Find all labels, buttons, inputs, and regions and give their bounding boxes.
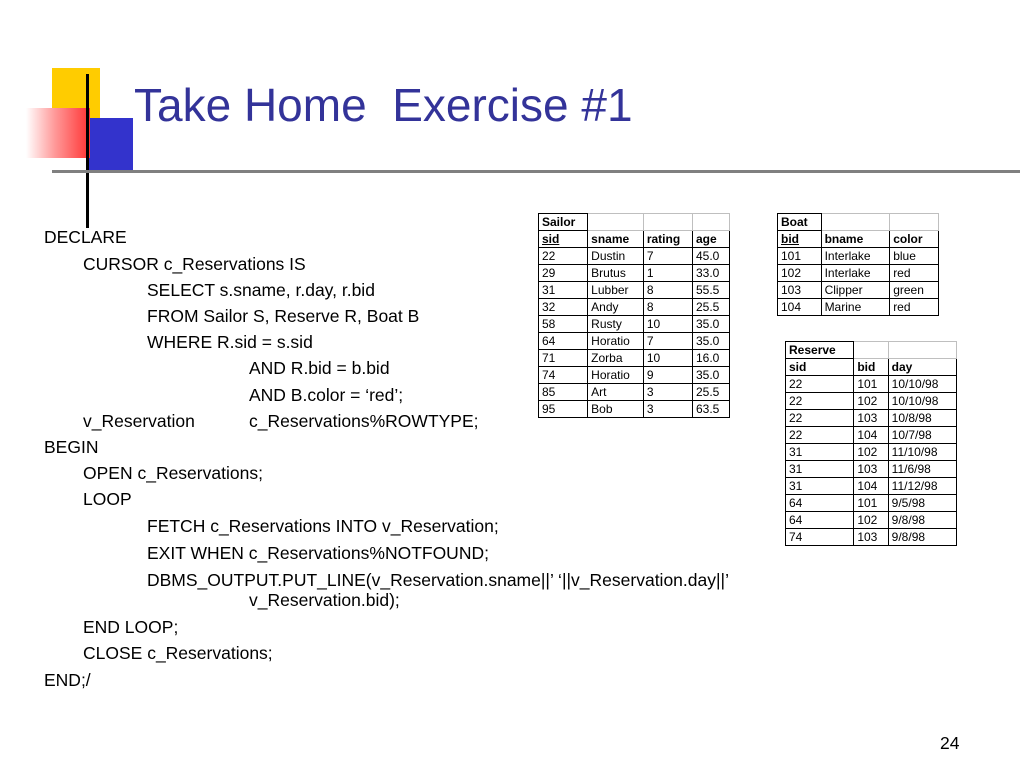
table-cell: Interlake [821,248,890,265]
table-cell: 35.0 [692,333,729,350]
table-row [786,393,957,410]
table-cell: 55.5 [692,282,729,299]
table-cell: 3 [643,384,692,401]
table-cell: 74 [786,529,854,546]
table-row [786,376,957,393]
table-cell: 25.5 [692,384,729,401]
table-cell: 9/8/98 [888,512,956,529]
table-cell: 11/10/98 [888,444,956,461]
table-cell: blue [890,248,939,265]
code-line: DBMS_OUTPUT.PUT_LINE(v_Reservation.sname||’ ‘||v_Reservation.day||’ [147,570,729,590]
code-line: OPEN c_Reservations; [83,463,263,483]
table-row [786,512,957,529]
column-header: day [888,359,956,376]
table-row [786,495,957,512]
table-cell: 31 [786,478,854,495]
table-cell: 103 [854,461,888,478]
table-row [778,299,939,316]
code-line: BEGIN [44,437,99,457]
table-row [778,282,939,299]
table-cell: 10/10/98 [888,376,956,393]
table-cell: Horatio [588,367,644,384]
table-cell: 71 [539,350,588,367]
table-cell: 16.0 [692,350,729,367]
title-underline-rule [52,170,1020,173]
table-cell: 10 [643,350,692,367]
table-cell: 104 [854,478,888,495]
table-cell: 10 [643,316,692,333]
table-cell: 95 [539,401,588,418]
table-cell: Horatio [588,333,644,350]
table-cell: Interlake [821,265,890,282]
table-cell: 63.5 [692,401,729,418]
code-line: v_Reservation.bid); [249,590,400,610]
table-cell: 22 [539,248,588,265]
code-line: DECLARE [44,227,127,247]
reserve-table [785,341,957,546]
table-cell: 11/12/98 [888,478,956,495]
code-line: SELECT s.sname, r.day, r.bid [147,280,375,300]
code-line: v_Reservation [83,411,195,431]
table-row [539,265,730,282]
table-row [539,299,730,316]
table-cell: Rusty [588,316,644,333]
table-cell: Bob [588,401,644,418]
table-cell: 104 [778,299,822,316]
table-caption: Reserve [786,342,854,359]
code-line: FROM Sailor S, Reserve R, Boat B [147,306,420,326]
table-row [539,350,730,367]
boat-table [777,213,939,316]
code-line: CLOSE c_Reservations; [83,643,273,663]
table-cell: 102 [854,444,888,461]
column-header: rating [643,231,692,248]
code-line: AND B.color = ‘red’; [249,385,404,405]
table-cell: Andy [588,299,644,316]
table-caption: Sailor [539,214,588,231]
table-row [539,316,730,333]
table-cell: Marine [821,299,890,316]
table-cell: Lubber [588,282,644,299]
table-cell: 35.0 [692,367,729,384]
table-cell: 104 [854,427,888,444]
code-line: c_Reservations%ROWTYPE; [249,411,479,431]
table-cell: 22 [786,427,854,444]
table-cell: 101 [854,495,888,512]
code-line: LOOP [83,489,132,509]
slide-title: Take Home Exercise #1 [134,79,633,131]
table-cell: red [890,299,939,316]
table-row [539,248,730,265]
table-cell: 10/7/98 [888,427,956,444]
table-cell: 103 [778,282,822,299]
table-cell: 102 [854,393,888,410]
column-header: bid [854,359,888,376]
sailor-table [538,213,730,418]
table-row [786,410,957,427]
table-cell: red [890,265,939,282]
table-cell: 35.0 [692,316,729,333]
table-caption: Boat [778,214,822,231]
table-cell: 10/8/98 [888,410,956,427]
column-header: age [692,231,729,248]
decor-blue-square [88,118,133,170]
table-cell: 102 [778,265,822,282]
code-line: FETCH c_Reservations INTO v_Reservation; [147,516,499,536]
table-row [539,401,730,418]
table-cell: 64 [786,495,854,512]
table-cell: 10/10/98 [888,393,956,410]
table-cell: 9 [643,367,692,384]
table-cell: 74 [539,367,588,384]
table-cell: 22 [786,376,854,393]
table-cell: 101 [778,248,822,265]
table-cell: Dustin [588,248,644,265]
table-cell: Clipper [821,282,890,299]
column-header: sid [539,231,588,248]
table-row [786,478,957,495]
table-cell: green [890,282,939,299]
table-cell: 8 [643,282,692,299]
table-cell: 29 [539,265,588,282]
column-header: bname [821,231,890,248]
table-cell: 103 [854,410,888,427]
table-row [539,333,730,350]
table-cell: 85 [539,384,588,401]
table-cell: 31 [786,461,854,478]
table-cell: 101 [854,376,888,393]
code-line: CURSOR c_Reservations IS [83,254,306,274]
table-cell: 32 [539,299,588,316]
code-line: AND R.bid = b.bid [249,358,390,378]
table-row [539,282,730,299]
table-cell: 58 [539,316,588,333]
table-cell: Brutus [588,265,644,282]
table-cell: 45.0 [692,248,729,265]
table-cell: 3 [643,401,692,418]
column-header: sname [588,231,644,248]
table-row [786,461,957,478]
table-cell: 1 [643,265,692,282]
table-cell: 11/6/98 [888,461,956,478]
code-line: EXIT WHEN c_Reservations%NOTFOUND; [147,543,489,563]
table-row [778,248,939,265]
column-header: bid [778,231,822,248]
code-line: WHERE R.sid = s.sid [147,332,313,352]
table-cell: 103 [854,529,888,546]
table-row [539,384,730,401]
table-cell: 102 [854,512,888,529]
table-cell: Zorba [588,350,644,367]
table-row [786,529,957,546]
table-cell: 31 [539,282,588,299]
column-header: sid [786,359,854,376]
table-cell: 22 [786,393,854,410]
table-cell: 33.0 [692,265,729,282]
table-cell: 9/5/98 [888,495,956,512]
table-cell: 25.5 [692,299,729,316]
page-number: 24 [940,733,960,753]
table-cell: 9/8/98 [888,529,956,546]
decor-vertical-rule [86,74,89,228]
code-line: END LOOP; [83,617,179,637]
decor-red-gradient-square [26,108,90,158]
table-cell: 64 [786,512,854,529]
column-header: color [890,231,939,248]
table-cell: 7 [643,333,692,350]
table-row [778,265,939,282]
table-cell: 7 [643,248,692,265]
table-row [786,427,957,444]
table-cell: 8 [643,299,692,316]
table-cell: 22 [786,410,854,427]
table-row [786,444,957,461]
table-cell: Art [588,384,644,401]
table-cell: 31 [786,444,854,461]
code-line: END;/ [44,670,91,690]
table-row [539,367,730,384]
table-cell: 64 [539,333,588,350]
